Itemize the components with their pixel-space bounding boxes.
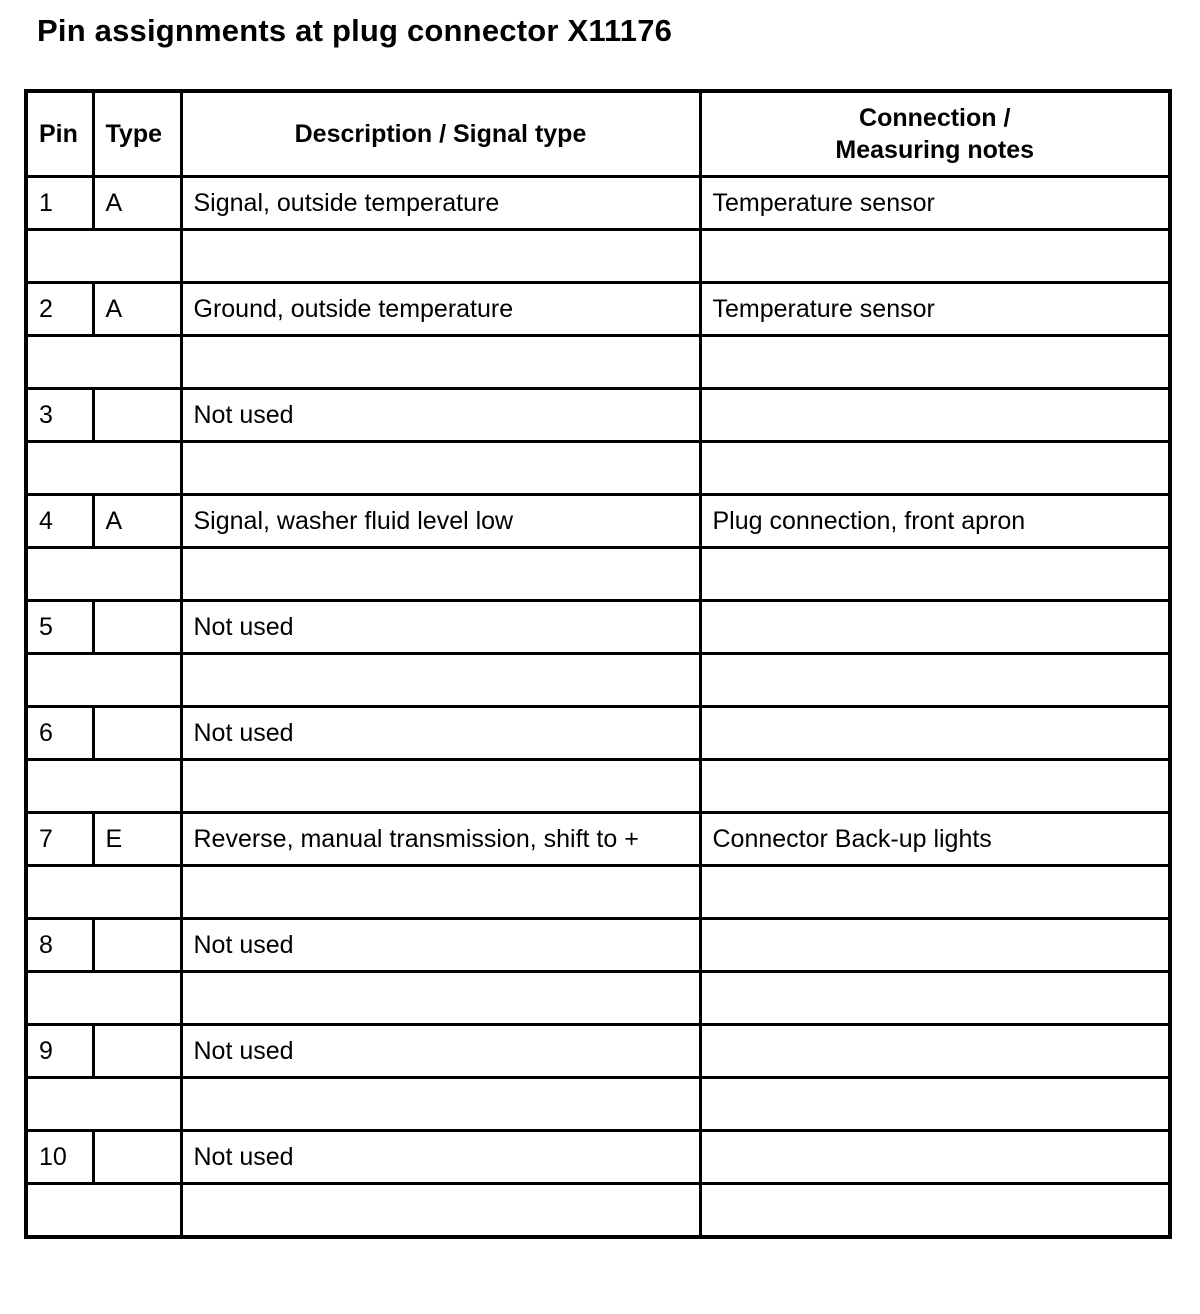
spacer-cell — [181, 760, 700, 813]
spacer-cell — [181, 1184, 700, 1238]
type-cell — [93, 601, 181, 654]
spacer-cell — [700, 1184, 1170, 1238]
spacer-cell — [181, 230, 700, 283]
spacer-cell — [26, 442, 181, 495]
spacer-cell — [700, 760, 1170, 813]
table-spacer-row — [26, 336, 1170, 389]
spacer-cell — [26, 336, 181, 389]
spacer-cell — [181, 442, 700, 495]
spacer-cell — [700, 866, 1170, 919]
pin-cell: 3 — [26, 389, 93, 442]
spacer-cell — [26, 972, 181, 1025]
table-spacer-row — [26, 654, 1170, 707]
spacer-cell — [181, 548, 700, 601]
description-cell: Not used — [181, 601, 700, 654]
type-cell: A — [93, 177, 181, 230]
spacer-cell — [26, 866, 181, 919]
spacer-cell — [700, 548, 1170, 601]
description-cell: Not used — [181, 707, 700, 760]
table-spacer-row — [26, 230, 1170, 283]
table-row — [26, 283, 1170, 336]
table-body — [26, 177, 1170, 1238]
table-row — [26, 813, 1170, 866]
type-cell: A — [93, 495, 181, 548]
table-row — [26, 1131, 1170, 1184]
connection-cell — [700, 707, 1170, 760]
header-pin: Pin — [26, 91, 93, 177]
connection-cell: Temperature sensor — [700, 177, 1170, 230]
connection-cell — [700, 601, 1170, 654]
connection-cell: Plug connection, front apron — [700, 495, 1170, 548]
type-cell: E — [93, 813, 181, 866]
pin-cell: 1 — [26, 177, 93, 230]
type-cell — [93, 919, 181, 972]
type-cell — [93, 1025, 181, 1078]
pin-cell: 4 — [26, 495, 93, 548]
pin-cell: 10 — [26, 1131, 93, 1184]
spacer-cell — [700, 230, 1170, 283]
spacer-cell — [26, 654, 181, 707]
connection-cell — [700, 919, 1170, 972]
document-title: Pin assignments at plug connector X11176 — [37, 13, 673, 48]
connection-cell: Connector Back-up lights — [700, 813, 1170, 866]
pin-cell: 8 — [26, 919, 93, 972]
spacer-cell — [26, 230, 181, 283]
spacer-cell — [700, 336, 1170, 389]
description-cell: Not used — [181, 1131, 700, 1184]
pin-cell: 7 — [26, 813, 93, 866]
spacer-cell — [700, 1078, 1170, 1131]
spacer-cell — [26, 1184, 181, 1238]
type-cell — [93, 389, 181, 442]
spacer-cell — [700, 442, 1170, 495]
pin-cell: 9 — [26, 1025, 93, 1078]
table-row — [26, 919, 1170, 972]
spacer-cell — [181, 654, 700, 707]
table-spacer-row — [26, 972, 1170, 1025]
spacer-cell — [181, 972, 700, 1025]
connection-cell: Temperature sensor — [700, 283, 1170, 336]
table-row — [26, 177, 1170, 230]
header-connection — [700, 91, 1170, 177]
connection-cell — [700, 1025, 1170, 1078]
description-cell: Ground, outside temperature — [181, 283, 700, 336]
table-row — [26, 601, 1170, 654]
header-description: Description / Signal type — [181, 91, 700, 177]
type-cell: A — [93, 283, 181, 336]
table-row — [26, 389, 1170, 442]
table-spacer-row — [26, 1184, 1170, 1238]
description-cell: Not used — [181, 919, 700, 972]
description-cell: Not used — [181, 1025, 700, 1078]
connection-cell — [700, 1131, 1170, 1184]
spacer-cell — [26, 548, 181, 601]
spacer-cell — [181, 866, 700, 919]
pin-cell: 6 — [26, 707, 93, 760]
table-header-row — [26, 91, 1170, 177]
spacer-cell — [181, 1078, 700, 1131]
header-connection-line2: Measuring notes — [835, 136, 1035, 164]
table-spacer-row — [26, 760, 1170, 813]
connection-cell — [700, 389, 1170, 442]
table-row — [26, 1025, 1170, 1078]
table-spacer-row — [26, 442, 1170, 495]
spacer-cell — [181, 336, 700, 389]
description-cell: Not used — [181, 389, 700, 442]
description-cell: Signal, outside temperature — [181, 177, 700, 230]
type-cell — [93, 707, 181, 760]
type-cell — [93, 1131, 181, 1184]
spacer-cell — [26, 1078, 181, 1131]
table-spacer-row — [26, 866, 1170, 919]
spacer-cell — [700, 654, 1170, 707]
table-spacer-row — [26, 548, 1170, 601]
pin-cell: 5 — [26, 601, 93, 654]
description-cell: Signal, washer fluid level low — [181, 495, 700, 548]
header-type: Type — [93, 91, 181, 177]
table-row — [26, 495, 1170, 548]
pin-cell: 2 — [26, 283, 93, 336]
description-cell: Reverse, manual transmission, shift to + — [181, 813, 700, 866]
table-row — [26, 707, 1170, 760]
header-connection-line1: Connection / — [859, 104, 1011, 132]
table-spacer-row — [26, 1078, 1170, 1131]
spacer-cell — [26, 760, 181, 813]
spacer-cell — [700, 972, 1170, 1025]
pin-assignment-table — [24, 89, 1172, 1239]
